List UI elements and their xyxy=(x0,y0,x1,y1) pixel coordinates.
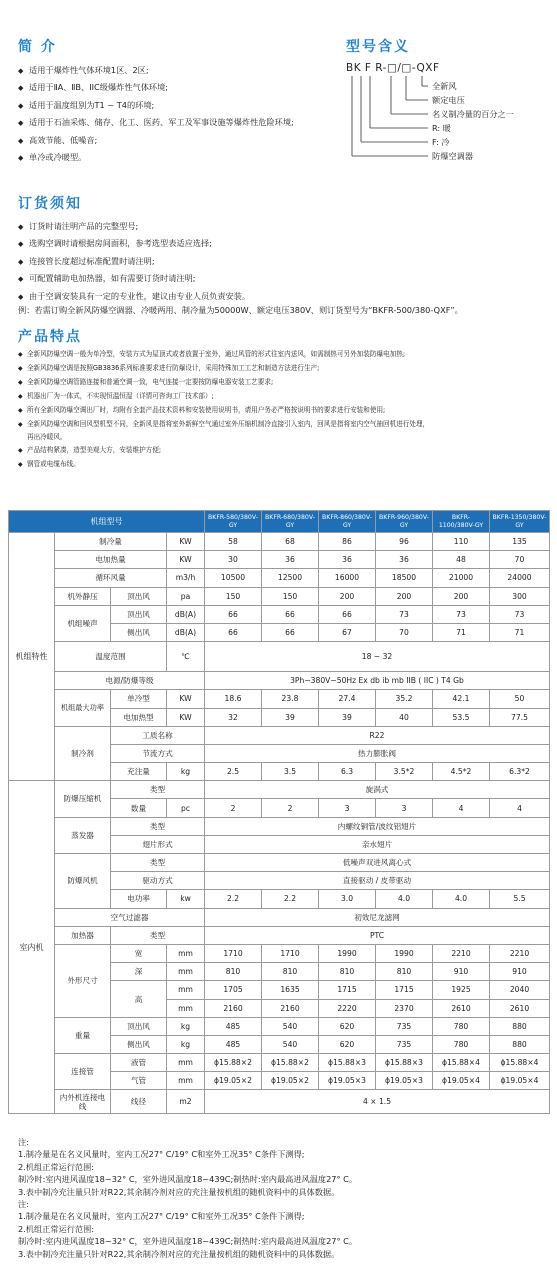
row-label: 防爆风机 xyxy=(55,854,111,909)
sub-label: 节流方式 xyxy=(111,744,205,762)
model-note: 防爆空调器 xyxy=(432,151,473,161)
spec-table xyxy=(8,510,550,1114)
value-cell: 620 xyxy=(319,1017,376,1035)
sub-label: 数量 xyxy=(111,799,167,817)
list-item: ◆ 单冷或冷暖型。 xyxy=(18,149,294,166)
group-label: 室内机 xyxy=(9,781,55,1114)
value-cell: 68 xyxy=(262,533,319,551)
value-cell: 1925 xyxy=(433,981,490,999)
unit-cell: KW xyxy=(167,690,205,708)
sub-label: 单冷型 xyxy=(111,690,167,708)
model-note: R: 暖 xyxy=(432,123,451,133)
value-cell: ϕ15.88×2 xyxy=(205,1054,262,1072)
bullet-diamond-icon: ◆ xyxy=(18,364,23,372)
model-code: BK F R-□/□-QXF xyxy=(346,62,440,74)
value-cell: 86 xyxy=(319,533,376,551)
value-cell: 880 xyxy=(490,1017,550,1035)
features-list xyxy=(18,348,548,472)
table-row xyxy=(9,690,550,708)
row-label: 外形尺寸 xyxy=(55,944,111,1017)
value-cell: 2160 xyxy=(262,999,319,1017)
unit-cell: mm xyxy=(167,963,205,981)
row-label: 加热器 xyxy=(55,926,111,944)
sub-label: 类型 xyxy=(111,926,205,944)
unit-cell: ℃ xyxy=(167,642,205,672)
value-cell: 50 xyxy=(490,690,550,708)
note-line: 2.机组正常运行范围: xyxy=(18,1161,95,1172)
notes xyxy=(18,1136,357,1260)
value-cell: 2.2 xyxy=(205,890,262,908)
value-cell: 2 xyxy=(205,799,262,817)
row-label: 空气过滤器 xyxy=(55,908,205,926)
unit-cell: kg xyxy=(167,1035,205,1053)
row-label: 重量 xyxy=(55,1017,111,1053)
value-cell: ϕ19.05×2 xyxy=(262,1072,319,1090)
value-cell: 200 xyxy=(319,587,376,605)
order-example: 例：若需订购全新风防爆空调器、冷暖两用、制冷量为50000W、额定电压380V、则订货型号为“BKFR-500/380-QXF”。 xyxy=(18,305,463,315)
table-header-row xyxy=(9,511,550,533)
value-cell: 1635 xyxy=(262,981,319,999)
value-cell: 66 xyxy=(205,623,262,641)
value-cell: 10500 xyxy=(205,569,262,587)
header-label: 机组型号 xyxy=(9,511,205,533)
sub-label: 充注量 xyxy=(111,763,167,781)
value-cell: 39 xyxy=(319,708,376,726)
row-label: 机组最大功率 xyxy=(55,690,111,726)
value-cell: 42.1 xyxy=(433,690,490,708)
value-cell: 2610 xyxy=(433,999,490,1017)
unit-cell: KW xyxy=(167,533,205,551)
value-cell: 150 xyxy=(205,587,262,605)
value-cell: 2 xyxy=(262,799,319,817)
note-line: 1.制冷量是在名义风量时，室内工况27° C/19° C和室外工况35° C条件下测得; xyxy=(18,1211,305,1222)
value-cell: 3 xyxy=(319,799,376,817)
note-line: 注: xyxy=(18,1199,29,1210)
value-cell: 32 xyxy=(205,708,262,726)
list-item: ◆ 钢管或电缆布线。 xyxy=(18,458,548,472)
table-row xyxy=(9,817,550,835)
model-header: BKFR-1350/380V-GY xyxy=(490,511,550,533)
sub-label: 宽 xyxy=(111,944,167,962)
sub-label: 类型 xyxy=(111,817,205,835)
sub-label: 线径 xyxy=(111,1090,167,1114)
value-cell: 1990 xyxy=(376,944,433,962)
group-label: 机组特性 xyxy=(9,533,55,781)
model-header: BKFR-580/380V-GY xyxy=(205,511,262,533)
sub-label: 驱动方式 xyxy=(111,872,205,890)
model-note: 额定电压 xyxy=(432,95,465,105)
value-cell: 67 xyxy=(319,623,376,641)
unit-cell: pa xyxy=(167,587,205,605)
table-row xyxy=(9,533,550,551)
value-cell: 70 xyxy=(490,551,550,569)
value-cell: 66 xyxy=(262,623,319,641)
value-cell: ϕ19.05×3 xyxy=(376,1072,433,1090)
value-cell: 27.4 xyxy=(319,690,376,708)
value-cell: 780 xyxy=(433,1035,490,1053)
unit-cell: KW xyxy=(167,708,205,726)
sub-label: 深 xyxy=(111,963,167,981)
merged-value: 内螺纹铜管/波纹铝翅片 xyxy=(205,817,550,835)
value-cell: 6.3*2 xyxy=(490,763,550,781)
value-cell: 73 xyxy=(490,605,550,623)
value-cell: 200 xyxy=(433,587,490,605)
value-cell: 36 xyxy=(376,551,433,569)
value-cell: 485 xyxy=(205,1035,262,1053)
value-cell: 2370 xyxy=(376,999,433,1017)
note-line: 3.表中制冷充注量只针对R22,其余制冷剂对应的充注量按机组的随机资料中的具体数据。 xyxy=(18,1186,340,1197)
list-item: ◆ 全新风防爆空调是按照GB3836系列标准要求进行防爆设计，采用特殊加工工艺和制造方法进行生产; xyxy=(18,362,548,376)
bullet-diamond-icon: ◆ xyxy=(18,257,24,266)
value-cell: ϕ19.05×4 xyxy=(433,1072,490,1090)
unit-cell: m2 xyxy=(167,1090,205,1114)
sub-label: 液管 xyxy=(111,1054,167,1072)
unit-cell: mm xyxy=(167,944,205,962)
value-cell: 4.5*2 xyxy=(433,763,490,781)
list-item: ◆ 可配置辅助电加热器，如有需要订货时请注明; xyxy=(18,270,250,287)
sub-label: 气管 xyxy=(111,1072,167,1090)
table-row xyxy=(9,1090,550,1114)
model-header: BKFR-960/380V-GY xyxy=(376,511,433,533)
list-item: ◆ 适用于ⅡA、ⅡB、IIC级爆炸性气体环境; xyxy=(18,79,294,96)
merged-value: PTC xyxy=(205,926,550,944)
sub-label: 电功率 xyxy=(111,890,167,908)
value-cell: 1715 xyxy=(376,981,433,999)
row-label: 循环风量 xyxy=(55,569,167,587)
bullet-diamond-icon: ◆ xyxy=(18,136,24,145)
table-row xyxy=(9,926,550,944)
table-row xyxy=(9,551,550,569)
sub-label: 电加热型 xyxy=(111,708,167,726)
list-item: ◆ 订货时请注明产品的完整型号; xyxy=(18,218,250,235)
merged-value: 18 ~ 32 xyxy=(205,642,550,672)
list-item: ◆ 全新风防爆空调一般为单冷型，安装方式为屋顶式或者放置于室外，通过风管的形式往室内送风，如需制热可另外加装防爆电加热; xyxy=(18,348,548,362)
value-cell: 35.2 xyxy=(376,690,433,708)
value-cell: 4 xyxy=(490,799,550,817)
value-cell: 150 xyxy=(262,587,319,605)
list-item: ◆ 机器出厂为一体式，不实现恒温恒湿（详情可咨询工厂技术部）; xyxy=(18,390,548,404)
value-cell: 16000 xyxy=(319,569,376,587)
value-cell: 540 xyxy=(262,1017,319,1035)
value-cell: 780 xyxy=(433,1017,490,1035)
value-cell: 810 xyxy=(319,963,376,981)
value-cell: ϕ19.05×3 xyxy=(319,1072,376,1090)
row-label: 机组噪声 xyxy=(55,605,111,641)
value-cell: 4.0 xyxy=(433,890,490,908)
value-cell: 24000 xyxy=(490,569,550,587)
row-label: 内外机连接电线 xyxy=(55,1090,111,1114)
model-notes xyxy=(432,79,514,163)
value-cell: 1710 xyxy=(205,944,262,962)
table-row xyxy=(9,1054,550,1072)
unit-cell: m3/h xyxy=(167,569,205,587)
value-cell: 3.0 xyxy=(319,890,376,908)
value-cell: 66 xyxy=(319,605,376,623)
value-cell: 135 xyxy=(490,533,550,551)
value-cell: 300 xyxy=(490,587,550,605)
value-cell: 810 xyxy=(205,963,262,981)
merged-value: 4 × 1.5 xyxy=(205,1090,550,1114)
value-cell: 53.5 xyxy=(433,708,490,726)
value-cell: 58 xyxy=(205,533,262,551)
table-row xyxy=(9,854,550,872)
value-cell: 540 xyxy=(262,1035,319,1053)
value-cell: 3.5 xyxy=(262,763,319,781)
value-cell: 2210 xyxy=(433,944,490,962)
bullet-diamond-icon: ◆ xyxy=(18,420,23,428)
value-cell: 910 xyxy=(490,963,550,981)
value-cell: 70 xyxy=(376,623,433,641)
unit-cell: KW xyxy=(167,551,205,569)
list-item-continuation: 再出冷暖风。 xyxy=(27,433,67,442)
table-row xyxy=(9,587,550,605)
intro-list xyxy=(18,62,294,166)
model-title: 型号含义 xyxy=(346,39,410,55)
bullet-diamond-icon: ◆ xyxy=(18,119,24,128)
value-cell: 110 xyxy=(433,533,490,551)
value-cell: ϕ15.88×3 xyxy=(319,1054,376,1072)
value-cell: 2210 xyxy=(490,944,550,962)
merged-value: 热力膨胀阀 xyxy=(205,744,550,762)
value-cell: ϕ15.88×3 xyxy=(376,1054,433,1072)
sub-label: 翅片形式 xyxy=(111,835,205,853)
row-label: 电加热量 xyxy=(55,551,167,569)
value-cell: 6.3 xyxy=(319,763,376,781)
row-label: 电源/防爆等级 xyxy=(55,672,205,690)
bullet-diamond-icon: ◆ xyxy=(18,292,24,301)
list-item: ◆ 全新风防爆空调和回风型机型不同，全新风是指将室外新鲜空气通过室外压缩机制冷直接引入室内，回风是指将室内空气抽回机进行处理， xyxy=(18,418,548,432)
merged-value: 低噪声双进风离心式 xyxy=(205,854,550,872)
table-row xyxy=(9,672,550,690)
list-item: ◆ 高效节能、低噪音; xyxy=(18,132,294,149)
value-cell: 1715 xyxy=(319,981,376,999)
bullet-diamond-icon: ◆ xyxy=(18,84,24,93)
value-cell: 3.5*2 xyxy=(376,763,433,781)
row-label: 蒸发器 xyxy=(55,817,111,853)
sub-label: 高 xyxy=(111,981,167,1017)
list-item: ◆ 所有全新风防爆空调出厂时，均附有全套产品技术资料和安装使用说明书，请用户务必严格按说明书的要求进行安装和使用; xyxy=(18,404,548,418)
value-cell: 2220 xyxy=(319,999,376,1017)
model-header: BKFR-860/380V-GY xyxy=(319,511,376,533)
unit-cell: mm xyxy=(167,981,205,999)
table-row xyxy=(9,1017,550,1035)
value-cell: 66 xyxy=(205,605,262,623)
model-note: 全新风 xyxy=(432,81,457,91)
bullet-diamond-icon: ◆ xyxy=(18,351,23,358)
value-cell: 2040 xyxy=(490,981,550,999)
value-cell: 39 xyxy=(262,708,319,726)
table-row xyxy=(9,781,550,799)
model-header: BKFR-680/380V-GY xyxy=(262,511,319,533)
unit-cell: kg xyxy=(167,763,205,781)
value-cell: 3 xyxy=(376,799,433,817)
value-cell: 71 xyxy=(433,623,490,641)
value-cell: 2.5 xyxy=(205,763,262,781)
value-cell: 77.5 xyxy=(490,708,550,726)
sub-label: 侧出风 xyxy=(111,1035,167,1053)
value-cell: ϕ15.88×2 xyxy=(262,1054,319,1072)
value-cell: 5.5 xyxy=(490,890,550,908)
note-line: 1.制冷量是在名义风量时，室内工况27° C/19° C和室外工况35° C条件下测得; xyxy=(18,1149,305,1160)
value-cell: 66 xyxy=(262,605,319,623)
value-cell: 96 xyxy=(376,533,433,551)
list-item: ◆ 选购空调时请根据房间面积，参考选型表适应选择; xyxy=(18,235,250,252)
value-cell: 2.2 xyxy=(262,890,319,908)
unit-cell: mm xyxy=(167,1054,205,1072)
list-item: ◆ 适用于温度组别为T1 ~ T4的环境; xyxy=(18,97,294,114)
value-cell: ϕ15.88×4 xyxy=(433,1054,490,1072)
value-cell: 21000 xyxy=(433,569,490,587)
value-cell: 12500 xyxy=(262,569,319,587)
row-label: 连接管 xyxy=(55,1054,111,1090)
bullet-diamond-icon: ◆ xyxy=(18,447,23,455)
bullet-diamond-icon: ◆ xyxy=(18,392,23,400)
row-label: 防爆压缩机 xyxy=(55,781,111,817)
row-label: 制冷量 xyxy=(55,533,167,551)
intro-title: 简 介 xyxy=(18,39,57,55)
row-label: 机外静压 xyxy=(55,587,111,605)
merged-value: 初效尼龙滤网 xyxy=(205,908,550,926)
model-header: BKFR-1100/380V-GY xyxy=(433,511,490,533)
row-label: 制冷剂 xyxy=(55,726,111,781)
value-cell: 485 xyxy=(205,1017,262,1035)
table-row xyxy=(9,944,550,962)
value-cell: 2160 xyxy=(205,999,262,1017)
table-row xyxy=(9,605,550,623)
value-cell: 71 xyxy=(490,623,550,641)
order-title: 订货须知 xyxy=(18,196,82,212)
note-line: 制冷时:室内进风温度18~32° C，室外进风温度18~439C;制热时:室内最高进风温度27° C。 xyxy=(18,1236,358,1247)
unit-cell: mm xyxy=(167,999,205,1017)
value-cell: 23.8 xyxy=(262,690,319,708)
value-cell: 1705 xyxy=(205,981,262,999)
list-item: ◆ 全新风防爆空调管路连接和普通空调一致，电气连接一定要按防爆电器安装工艺要求; xyxy=(18,376,548,390)
list-item: ◆ 适用于爆炸性气体环境1区、2区; xyxy=(18,62,294,79)
merged-value: R22 xyxy=(205,726,550,744)
bullet-diamond-icon: ◆ xyxy=(18,461,23,469)
value-cell: 48 xyxy=(433,551,490,569)
value-cell: 73 xyxy=(433,605,490,623)
sub-label: 侧出风 xyxy=(111,623,167,641)
model-note: F: 冷 xyxy=(432,137,450,147)
list-item: ◆ 适用于石油采炼、储存、化工、医药、军工及军事设施等爆炸性危险环境; xyxy=(18,114,294,131)
sub-label: 工质名称 xyxy=(111,726,205,744)
list-item: ◆ 产品结构紧凑，造型美观大方，安装维护方便; xyxy=(18,444,548,458)
value-cell: 620 xyxy=(319,1035,376,1053)
merged-value: 亲水翅片 xyxy=(205,835,550,853)
sub-label: 顶出风 xyxy=(111,587,167,605)
unit-cell: pc xyxy=(167,799,205,817)
value-cell: 36 xyxy=(319,551,376,569)
model-code-diagram xyxy=(346,74,436,164)
value-cell: 18.6 xyxy=(205,690,262,708)
value-cell: ϕ19.05×2 xyxy=(205,1072,262,1090)
value-cell: 880 xyxy=(490,1035,550,1053)
value-cell: 735 xyxy=(376,1017,433,1035)
table-row xyxy=(9,569,550,587)
value-cell: 810 xyxy=(376,963,433,981)
note-line: 注: xyxy=(18,1137,29,1147)
unit-cell: dB(A) xyxy=(167,623,205,641)
note-line: 3.表中制冷充注量只针对R22,其余制冷剂对应的充注量按机组的随机资料中的具体数据。 xyxy=(18,1248,340,1259)
value-cell: 200 xyxy=(376,587,433,605)
value-cell: 36 xyxy=(262,551,319,569)
value-cell: ϕ15.88×4 xyxy=(490,1054,550,1072)
value-cell: 4.0 xyxy=(376,890,433,908)
sub-label: 顶出风 xyxy=(111,1017,167,1035)
value-cell: 1710 xyxy=(262,944,319,962)
bullet-diamond-icon: ◆ xyxy=(18,406,23,414)
note-line: 2.机组正常运行范围: xyxy=(18,1223,95,1234)
bullet-diamond-icon: ◆ xyxy=(18,101,24,110)
value-cell: 40 xyxy=(376,708,433,726)
sub-label: 类型 xyxy=(111,781,205,799)
table-row xyxy=(9,642,550,672)
model-note: 名义制冷量的百分之一 xyxy=(432,109,514,119)
value-cell: 73 xyxy=(376,605,433,623)
sub-label: 类型 xyxy=(111,854,205,872)
value-cell: 735 xyxy=(376,1035,433,1053)
list-item: ◆ 由于空调安装具有一定的专业性，建议由专业人员负责安装。 xyxy=(18,288,250,305)
value-cell: 1990 xyxy=(319,944,376,962)
unit-cell: dB(A) xyxy=(167,605,205,623)
unit-cell: kw xyxy=(167,890,205,908)
table-row xyxy=(9,726,550,744)
list-item: ◆ 连接管长度超过标准配置时请注明; xyxy=(18,253,250,270)
value-cell: 4 xyxy=(433,799,490,817)
sub-label: 顶出风 xyxy=(111,605,167,623)
value-cell: 30 xyxy=(205,551,262,569)
unit-cell: mm xyxy=(167,1072,205,1090)
merged-value: 3Ph~380V~50Hz Ex db ib mb IIB ( IIC ) T4 Gb xyxy=(205,672,550,690)
value-cell: 18500 xyxy=(376,569,433,587)
bullet-diamond-icon: ◆ xyxy=(18,378,23,386)
value-cell: 2610 xyxy=(490,999,550,1017)
bullet-diamond-icon: ◆ xyxy=(18,223,24,231)
value-cell: 810 xyxy=(262,963,319,981)
value-cell: ϕ19.05×4 xyxy=(490,1072,550,1090)
merged-value: 直接驱动 / 皮带驱动 xyxy=(205,872,550,890)
bullet-diamond-icon: ◆ xyxy=(18,154,24,163)
bullet-diamond-icon: ◆ xyxy=(18,275,24,284)
unit-cell: kg xyxy=(167,1017,205,1035)
features-title: 产品特点 xyxy=(18,329,82,345)
order-list xyxy=(18,218,250,305)
table-row xyxy=(9,908,550,926)
value-cell: 910 xyxy=(433,963,490,981)
merged-value: 旋涡式 xyxy=(205,781,550,799)
bullet-diamond-icon: ◆ xyxy=(18,67,24,75)
bullet-diamond-icon: ◆ xyxy=(18,240,24,249)
note-line: 制冷时:室内进风温度18~32° C，室外进风温度18~439C;制热时:室内最高进风温度27° C。 xyxy=(18,1174,358,1185)
row-label: 温度范围 xyxy=(55,642,167,672)
